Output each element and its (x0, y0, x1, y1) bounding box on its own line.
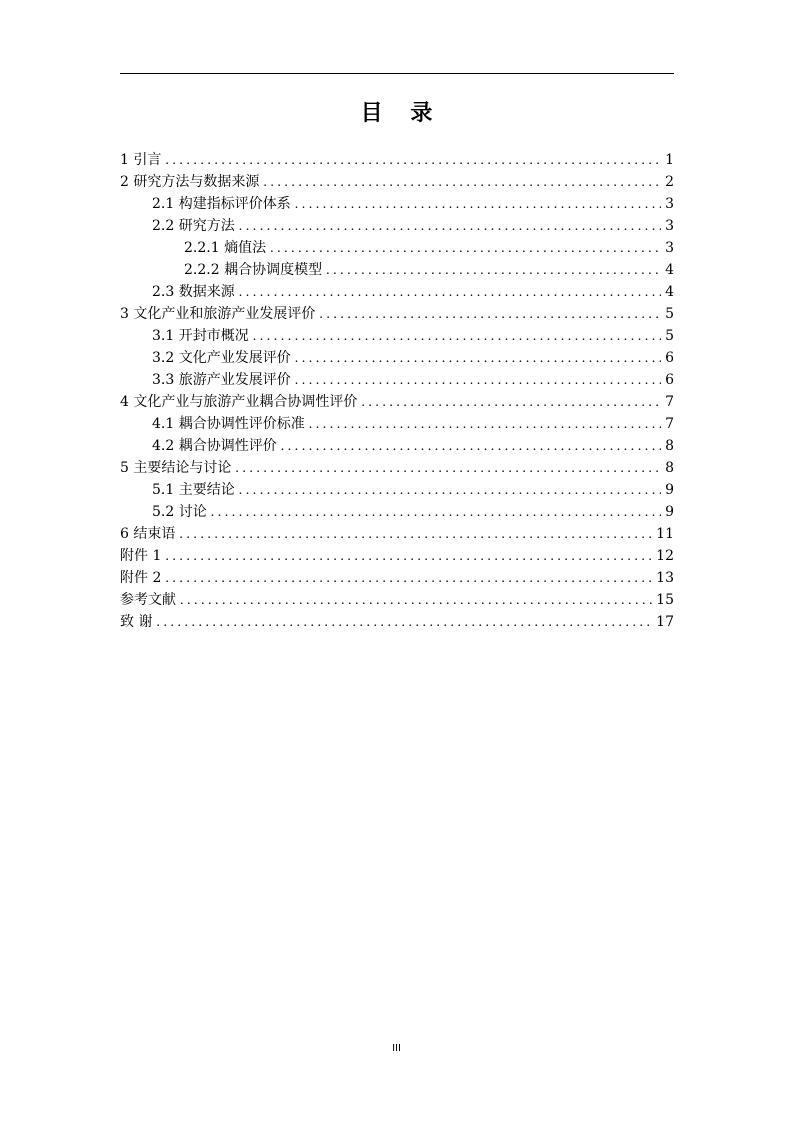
toc-entry-page: 6 (665, 350, 674, 366)
toc-entry[interactable] (120, 303, 674, 325)
toc-entry-label: 1 引言 (120, 152, 162, 168)
toc-entry[interactable] (120, 457, 674, 479)
toc-entry-label: 5 主要结论与讨论 (120, 460, 232, 476)
toc-entry-page: 17 (656, 614, 674, 630)
toc-entry[interactable] (120, 193, 674, 215)
toc-entry-page: 8 (665, 438, 674, 454)
toc-entry-page: 6 (665, 372, 674, 388)
toc-entry-page: 9 (665, 504, 674, 520)
toc-entry-page: 4 (665, 284, 674, 300)
toc-dot-leader (239, 480, 661, 502)
toc-entry-label: 3.1 开封市概况 (152, 328, 249, 344)
toc-entry[interactable] (120, 545, 674, 567)
toc-dot-leader (179, 524, 652, 546)
header-rule (120, 73, 674, 74)
toc-entry[interactable] (120, 611, 674, 633)
toc-dot-leader (156, 612, 652, 634)
toc-dot-leader (309, 414, 661, 436)
toc-entry-page: 5 (665, 306, 674, 322)
toc-entry-page: 15 (656, 592, 674, 608)
toc-entry-label: 2.2.1 熵值法 (184, 240, 267, 256)
toc-entry-page: 12 (656, 548, 674, 564)
toc-entry-label: 5.2 讨论 (152, 504, 207, 520)
toc-dot-leader (211, 502, 661, 524)
toc-dot-leader (281, 436, 661, 458)
toc-entry-label: 3.3 旅游产业发展评价 (152, 372, 291, 388)
toc-entry-label: 2.1 构建指标评价体系 (152, 196, 291, 212)
toc-entry[interactable] (120, 347, 674, 369)
toc-entry-page: 9 (665, 482, 674, 498)
toc-dot-leader (295, 348, 661, 370)
toc-entry[interactable] (120, 567, 674, 589)
toc-dot-leader (165, 150, 661, 172)
toc-dot-leader (270, 238, 661, 260)
toc-entry[interactable] (120, 259, 674, 281)
toc-dot-leader (295, 194, 661, 216)
toc-entry-label: 2.3 数据来源 (152, 284, 235, 300)
toc-entry-page: 3 (665, 240, 674, 256)
toc-entry[interactable] (120, 523, 674, 545)
toc-entry-label: 2.2 研究方法 (152, 218, 235, 234)
toc-entry-label: 2 研究方法与数据来源 (120, 174, 260, 190)
toc-entry[interactable] (120, 391, 674, 413)
toc-entry-label: 附件 1 (120, 548, 162, 564)
toc-entry[interactable] (120, 435, 674, 457)
toc-entry-label: 4 文化产业与旅游产业耦合协调性评价 (120, 394, 358, 410)
toc-entry-page: 7 (665, 416, 674, 432)
toc-entry-label: 附件 2 (120, 570, 162, 586)
toc-entry-page: 7 (665, 394, 674, 410)
toc-entry-page: 5 (665, 328, 674, 344)
toc-entry-page: 4 (665, 262, 674, 278)
toc-dot-leader (319, 304, 661, 326)
toc-entry[interactable] (120, 479, 674, 501)
toc-entry[interactable] (120, 281, 674, 303)
toc-entry-page: 2 (665, 174, 674, 190)
toc-entry[interactable] (120, 369, 674, 391)
toc-entry-page: 11 (656, 526, 674, 542)
toc-entry[interactable] (120, 501, 674, 523)
toc-entry-page: 3 (665, 218, 674, 234)
toc-entry-label: 2.2.2 耦合协调度模型 (184, 262, 323, 278)
toc-entry[interactable] (120, 325, 674, 347)
toc-dot-leader (326, 260, 661, 282)
toc-entry[interactable] (120, 215, 674, 237)
toc-dot-leader (263, 172, 661, 194)
toc-entry-page: 13 (656, 570, 674, 586)
toc-entry-label: 6 结束语 (120, 526, 176, 542)
toc-entry-label: 3.2 文化产业发展评价 (152, 350, 291, 366)
toc-entry-label: 4.1 耦合协调性评价标准 (152, 416, 305, 432)
toc-entry[interactable] (120, 149, 674, 171)
toc-entry[interactable] (120, 413, 674, 435)
page-number: III (392, 1043, 401, 1054)
table-of-contents (120, 149, 674, 633)
toc-dot-leader (295, 370, 661, 392)
toc-entry[interactable] (120, 589, 674, 611)
toc-entry-page: 8 (665, 460, 674, 476)
toc-entry-label: 4.2 耦合协调性评价 (152, 438, 277, 454)
toc-dot-leader (361, 392, 661, 414)
toc-dot-leader (165, 568, 652, 590)
toc-entry[interactable] (120, 237, 674, 259)
toc-dot-leader (239, 282, 661, 304)
toc-entry-label: 3 文化产业和旅游产业发展评价 (120, 306, 316, 322)
toc-entry-page: 1 (665, 152, 674, 168)
toc-entry-page: 3 (665, 196, 674, 212)
toc-entry-label: 参考文献 (120, 592, 176, 608)
toc-dot-leader (180, 590, 652, 612)
toc-dot-leader (165, 546, 652, 568)
toc-dot-leader (235, 458, 661, 480)
toc-entry-label: 5.1 主要结论 (152, 482, 235, 498)
toc-entry-label: 致 谢 (120, 614, 153, 630)
toc-entry[interactable] (120, 171, 674, 193)
toc-dot-leader (253, 326, 661, 348)
toc-dot-leader (239, 216, 661, 238)
page-title: 目 录 (360, 101, 443, 126)
